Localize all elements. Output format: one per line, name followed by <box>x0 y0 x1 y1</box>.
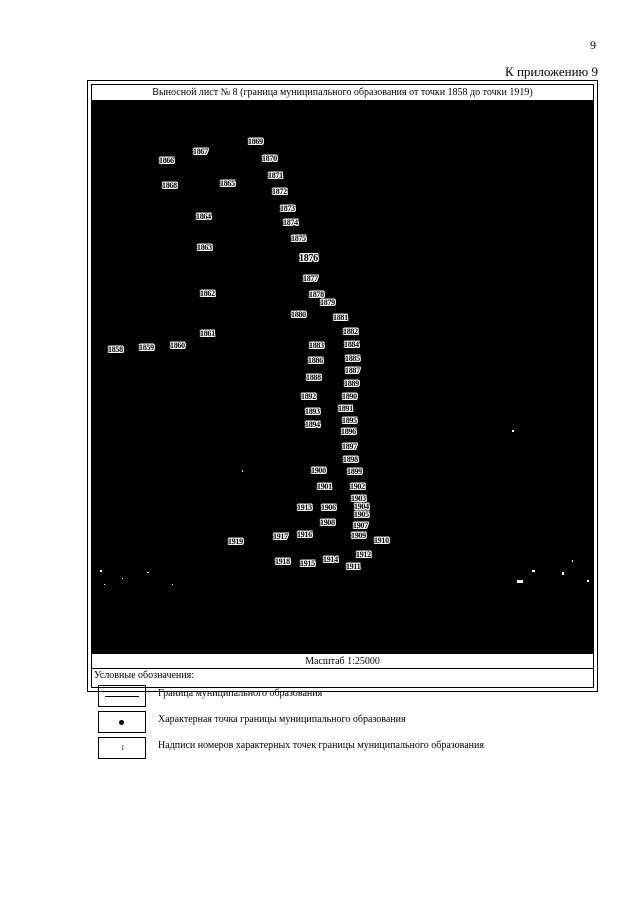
point-label-1905: 1905 <box>354 510 369 519</box>
point-label-1908: 1908 <box>320 518 335 527</box>
point-label-1914: 1914 <box>323 555 338 564</box>
point-label-1881: 1881 <box>333 313 348 322</box>
sheet-frame <box>87 80 598 752</box>
point-label-1866: 1866 <box>159 156 174 165</box>
appendix-label: К приложению 9 <box>505 64 598 79</box>
legend-title: Условные обозначения: <box>94 670 195 681</box>
sheet-inner <box>91 84 594 752</box>
point-label-1882: 1882 <box>343 327 358 336</box>
point-label-1911: 1911 <box>346 562 361 571</box>
point-label-1915: 1915 <box>300 559 315 568</box>
map-speck <box>512 430 514 432</box>
point-label-1861: 1861 <box>200 329 215 338</box>
map-speck <box>104 584 105 585</box>
point-label-1895: 1895 <box>342 416 357 425</box>
point-label-1898: 1898 <box>343 455 358 464</box>
point-label-1859: 1859 <box>139 343 154 352</box>
point-label-1858: 1858 <box>108 345 123 354</box>
point-label-1919: 1919 <box>228 537 243 546</box>
point-label-1894: 1894 <box>305 420 320 429</box>
map-speck <box>572 560 573 562</box>
point-label-1906: 1906 <box>321 503 336 512</box>
point-label-1885: 1885 <box>345 354 360 363</box>
point-label-1870: 1870 <box>262 154 277 163</box>
point-label-1867: 1867 <box>193 147 208 156</box>
point-label-1901: 1901 <box>317 482 332 491</box>
point-label-1909: 1909 <box>351 531 366 540</box>
point-label-1918: 1918 <box>275 557 290 566</box>
point-label-1899: 1899 <box>347 467 362 476</box>
point-label-1863: 1863 <box>197 243 212 252</box>
point-label-1891: 1891 <box>338 404 353 413</box>
point-label-1874: 1874 <box>283 218 298 227</box>
point-label-1884: 1884 <box>344 340 359 349</box>
point-label-1890: 1890 <box>342 392 357 401</box>
map-speck <box>147 572 149 573</box>
point-label-1912: 1912 <box>356 550 371 559</box>
map-speck <box>242 470 243 472</box>
legend-item-label <box>98 737 588 759</box>
point-label-1896: 1896 <box>341 427 356 436</box>
legend-label-mark: 1 <box>121 744 125 752</box>
page-number: 9 <box>590 38 596 52</box>
legend-symbol-dot <box>98 711 146 733</box>
point-label-1877: 1877 <box>303 274 318 283</box>
sheet-title: Выносной лист № 8 (граница муниципального образования от точки 1858 до точки 1919) <box>152 87 533 98</box>
point-label-1907: 1907 <box>353 521 368 530</box>
point-label-1883: 1883 <box>309 341 324 350</box>
point-label-1873: 1873 <box>280 204 295 213</box>
legend-symbol-line <box>98 685 146 707</box>
point-label-1904: 1904 <box>354 502 369 511</box>
legend-text: Характерная точка границы муниципального образования <box>158 714 406 725</box>
point-label-1875: 1875 <box>291 234 306 243</box>
point-label-1860: 1860 <box>170 341 185 350</box>
point-label-1917: 1917 <box>273 532 288 541</box>
point-label-1913: 1913 <box>297 503 312 512</box>
point-label-1880: 1880 <box>291 310 306 319</box>
point-label-1902: 1902 <box>350 482 365 491</box>
map-speck <box>587 580 589 582</box>
point-label-1869: 1869 <box>248 137 263 146</box>
legend-symbol-label <box>98 737 146 759</box>
legend-item-point <box>98 711 588 733</box>
point-label-1889: 1889 <box>344 379 359 388</box>
point-label-1888: 1888 <box>306 373 321 382</box>
point-label-1864: 1864 <box>196 212 211 221</box>
map-speck <box>122 578 123 579</box>
map-area[interactable] <box>92 100 593 654</box>
point-label-1897: 1897 <box>342 442 357 451</box>
map-speck <box>517 580 523 583</box>
map-speck <box>172 584 173 585</box>
point-label-1879: 1879 <box>320 298 335 307</box>
point-label-1910: 1910 <box>374 536 389 545</box>
legend-item-boundary <box>98 685 588 707</box>
point-label-1878: 1878 <box>309 290 324 299</box>
point-label-1887: 1887 <box>345 366 360 375</box>
point-label-1900: 1900 <box>311 466 326 475</box>
point-label-1893: 1893 <box>305 407 320 416</box>
point-label-1876: 1876 <box>299 253 318 264</box>
point-label-1871: 1871 <box>268 171 283 180</box>
point-label-1916: 1916 <box>297 530 312 539</box>
point-label-1886: 1886 <box>308 356 323 365</box>
point-label-1892: 1892 <box>301 392 316 401</box>
point-label-1868: 1868 <box>162 181 177 190</box>
map-speck <box>562 572 564 575</box>
map-speck <box>532 570 535 572</box>
scale-label: Масштаб 1:25000 <box>92 654 593 669</box>
map-speck <box>100 570 102 572</box>
point-label-1872: 1872 <box>272 187 287 196</box>
point-label-1865: 1865 <box>220 179 235 188</box>
point-label-1862: 1862 <box>200 289 215 298</box>
legend-text: Граница муниципального образования <box>158 688 323 699</box>
point-label-1903: 1903 <box>351 494 366 503</box>
legend-text: Надписи номеров характерных точек границы муниципального образования <box>158 740 484 751</box>
